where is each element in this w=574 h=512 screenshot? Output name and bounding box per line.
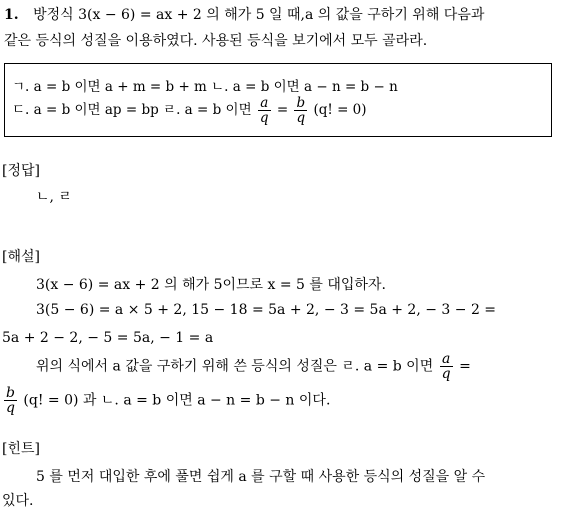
hint-heading: [힌트] <box>2 441 40 457</box>
problem-line-2: 같은 등식의 성질을 이용하였다. 사용된 등식을 보기에서 모두 골라라. <box>4 33 428 49</box>
choices-row-2 <box>12 96 367 125</box>
fraction-numerator: a <box>258 96 271 111</box>
explanation-line-3: 5a + 2 − 2, − 5 = 5a, − 1 = a <box>2 330 214 346</box>
explanation-line-5-text: (q! = 0) 과 ㄴ. a = b 이면 a − n = b − n 이다. <box>23 392 331 409</box>
problem-text-1: 방정식 3(x − 6) = ax + 2 의 해가 5 일 때,a 의 값을 구하기 위해 다음과 <box>33 7 485 23</box>
choices-box <box>4 63 552 137</box>
explanation-heading: [해설] <box>2 249 40 265</box>
fraction-numerator: a <box>440 352 453 367</box>
problem-line-1 <box>4 4 484 24</box>
explanation-line-1: 3(x − 6) = ax + 2 의 해가 5이므로 x = 5 를 대입하자. <box>36 277 386 293</box>
fraction-numerator: b <box>6 385 15 401</box>
fraction-denominator: q <box>6 400 15 416</box>
choice-condition: (q! = 0) <box>313 102 367 118</box>
explanation-line-5 <box>2 386 330 415</box>
fraction-numerator: b <box>296 95 306 111</box>
explanation-equals: = <box>459 358 471 375</box>
explanation-line-4-text: 위의 식에서 a 값을 구하기 위해 쓴 등식의 성질은 ㄹ. a = b 이면 <box>36 358 434 375</box>
explanation-line-2: 3(5 − 6) = a × 5 + 2, 15 − 18 = 5a + 2, − 3 = 5a + 2, − 3 − 2 = <box>36 302 497 318</box>
answer-heading: [정답] <box>2 163 40 179</box>
explanation-line-4 <box>36 352 471 381</box>
choices-row-2-left: ㄷ. a = b 이면 ap = bp ㄹ. a = b 이면 <box>12 102 252 118</box>
explanation-fraction-a-over-q <box>440 352 453 381</box>
explanation-fraction-b-over-q <box>4 386 17 415</box>
fraction-denominator: q <box>296 110 306 126</box>
answer-text: ㄴ, ㄹ <box>36 189 72 205</box>
fraction-denominator: q <box>441 366 451 382</box>
choice-fraction-a-over-q <box>258 96 271 125</box>
choice-fraction-b-over-q <box>294 96 307 125</box>
choice-equals: = <box>276 102 289 118</box>
fraction-denominator: q <box>259 110 269 126</box>
hint-line-1: 5 를 먼저 대입한 후에 풀면 쉽게 a 를 구할 때 사용한 등식의 성질을 알 수 <box>36 469 486 485</box>
choices-row-1: ㄱ. a = b 이면 a + m = b + m ㄴ. a = b 이면 a − n = b − n <box>12 79 398 95</box>
hint-line-2: 있다. <box>2 493 34 509</box>
problem-number: 1. <box>4 7 19 23</box>
